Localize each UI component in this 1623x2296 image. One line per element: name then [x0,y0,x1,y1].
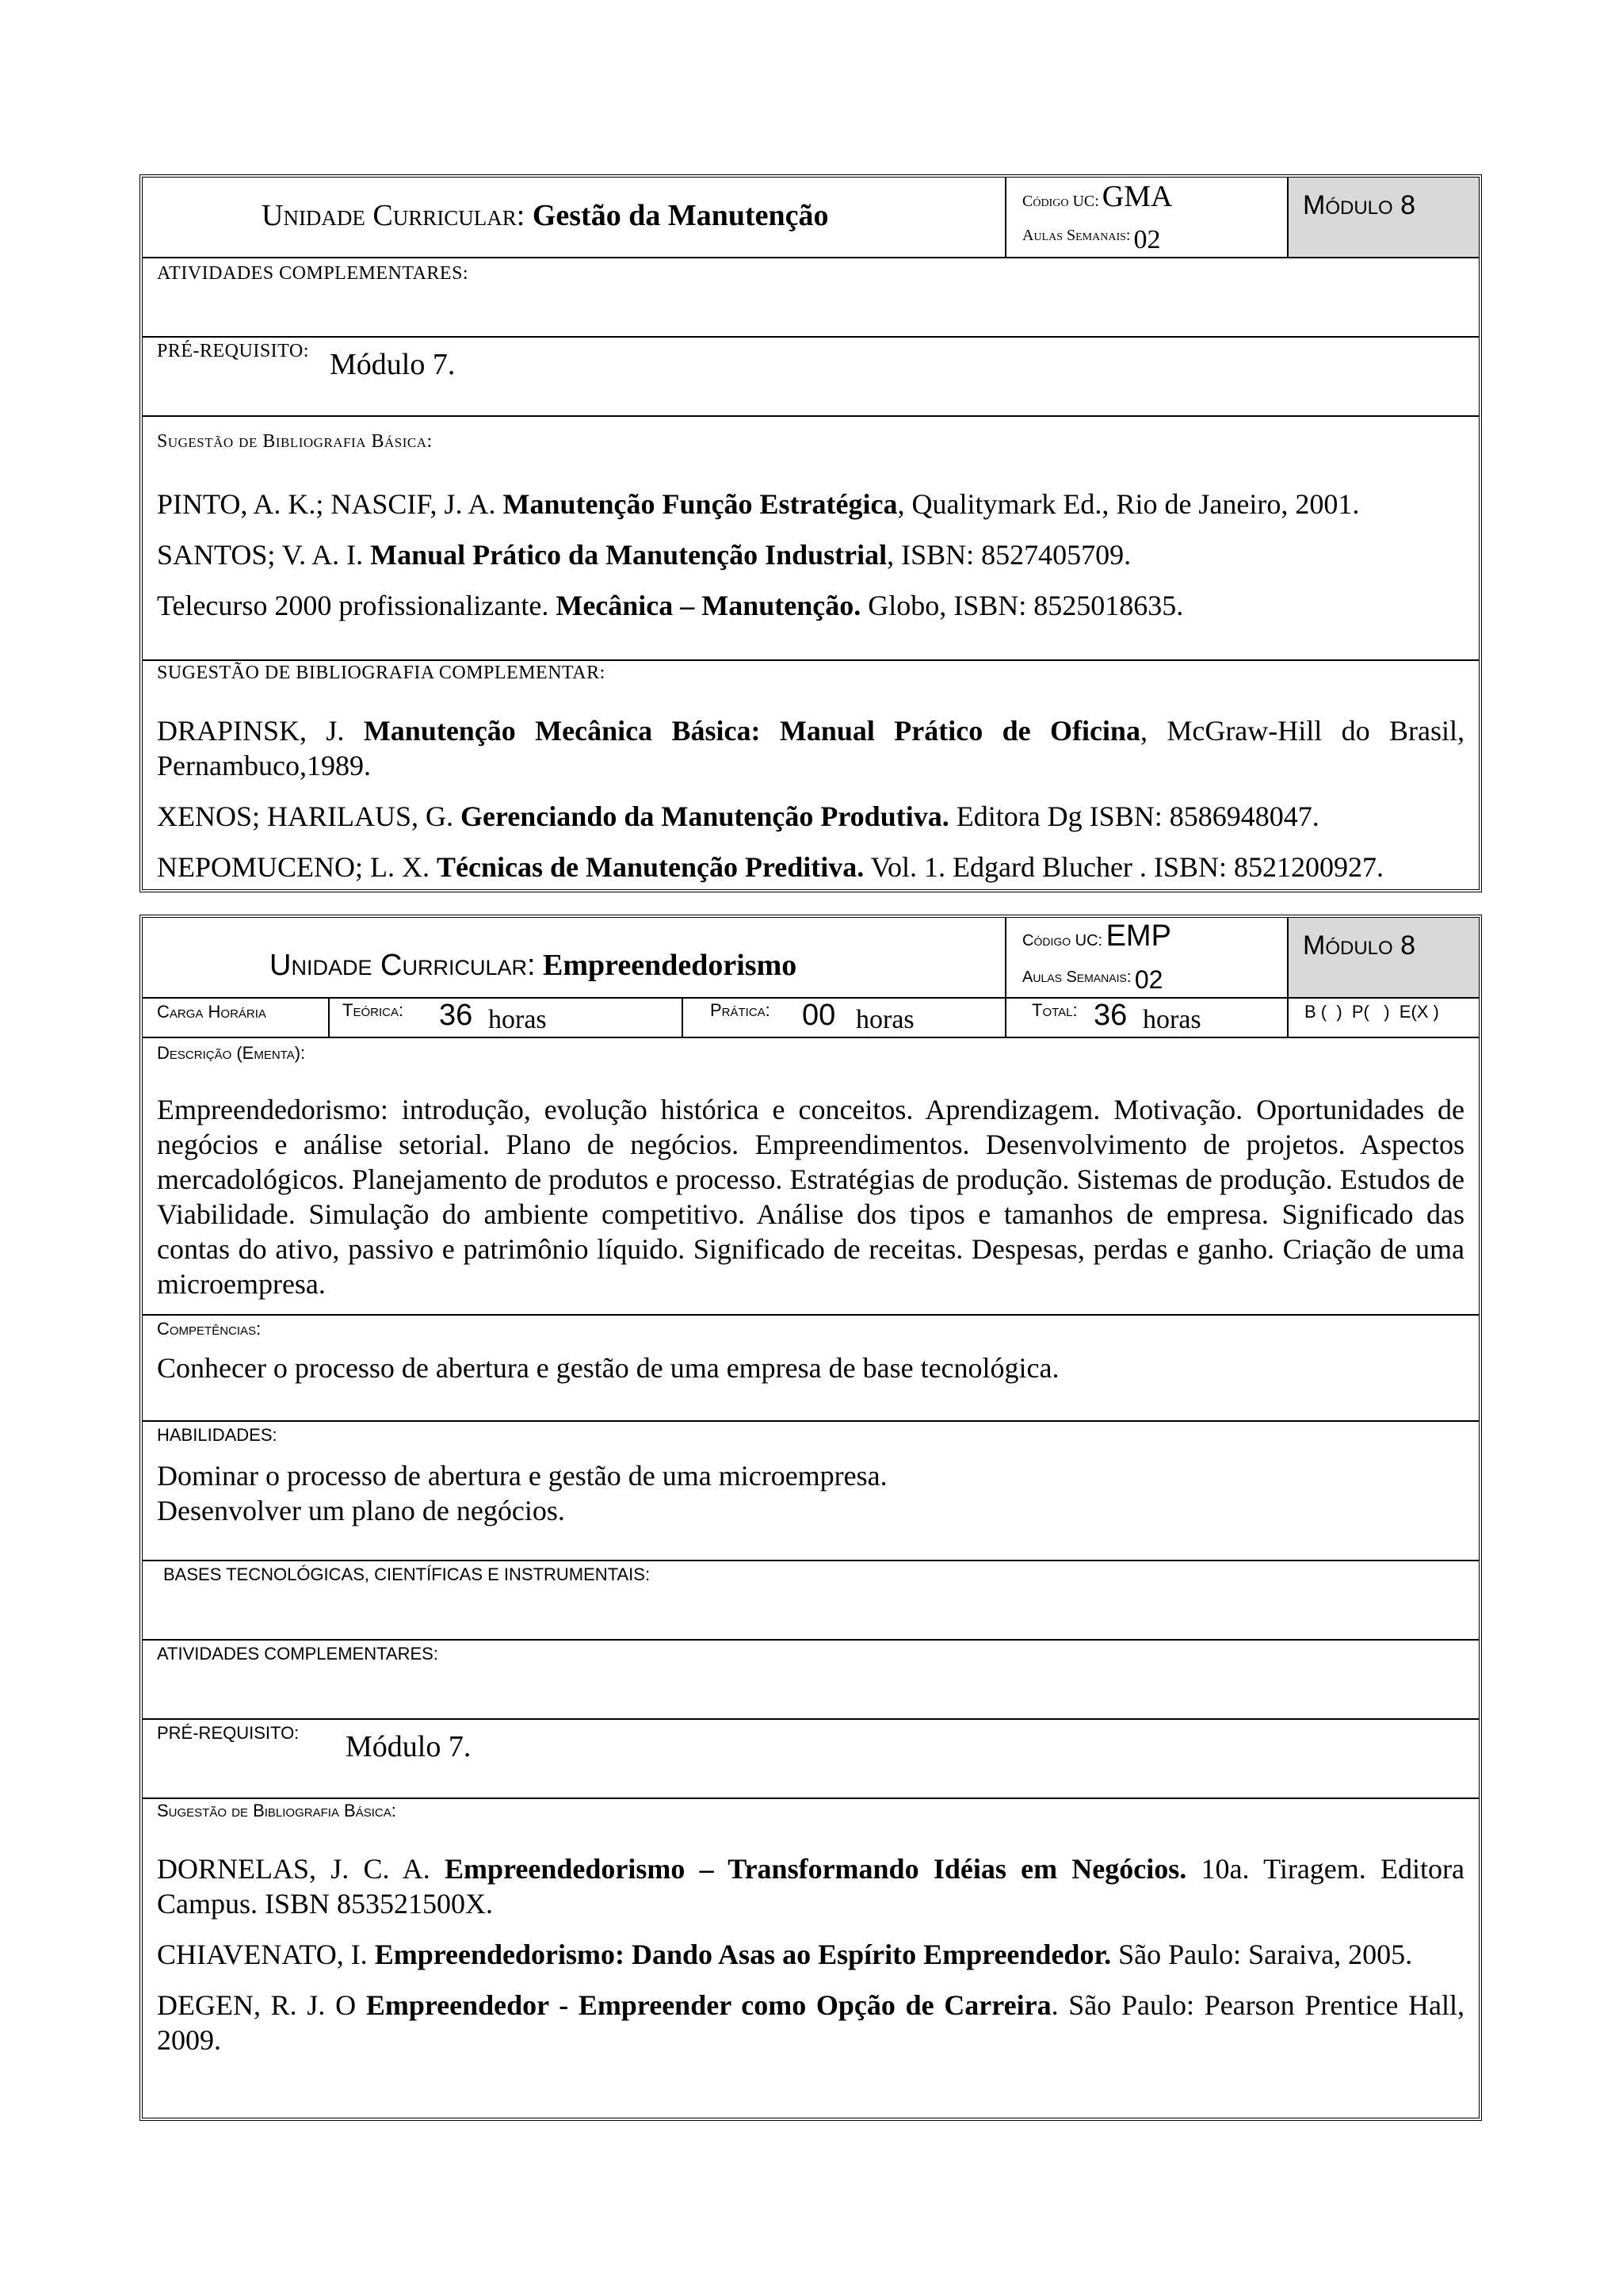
atividades-row [143,1639,1479,1718]
prereq-value: Módulo 7. [346,1730,472,1763]
codigo-cell [1005,918,1287,997]
bib-basica-label: Sugestão de Bibliografia Básica: [157,431,433,452]
modulo-label: Módulo 8 [1303,930,1416,961]
aulas-value: 02 [1133,225,1161,254]
bases-label: BASES TECNOLÓGICAS, CIENTÍFICAS E INSTRUMENTAIS: [163,1564,651,1584]
atividades-label: ATIVIDADES COMPLEMENTARES: [157,1644,438,1664]
bib-basica-list [157,1851,1465,2057]
pratica-cell [682,999,1005,1037]
codigo-cell [1005,178,1287,257]
competencias-row [143,1314,1479,1420]
teorica-value: 36 [439,999,473,1032]
codigo-value: GMA [1102,180,1173,213]
modulo-cell [1287,178,1479,257]
total-label: Total: [1032,1000,1078,1020]
bib-basica-list [157,487,1465,623]
modulo-cell [1287,918,1479,997]
bib-basica-label: Sugestão de Bibliografia Básica: [157,1801,396,1820]
codigo-label: Código UC: [1022,932,1103,949]
competencias-text: Conhecer o processo de abertura e gestão de uma empresa de base tecnológica. [157,1352,1060,1384]
habilidades-label: HABILIDADES: [157,1425,277,1445]
carga-label: Carga Horária [157,1002,266,1022]
descricao-row [143,1037,1479,1314]
uc-title [269,948,796,983]
uc-table-gestao-manutencao [139,174,1482,892]
descricao-label: Descrição (Ementa): [157,1043,306,1063]
carga-horaria-row [143,997,1479,1037]
competencias-label: Competências: [157,1319,262,1339]
bib-item: CHIAVENATO, I. Empreendedorismo: Dando Asas ao Espírito Empreendedor. São Paulo: Saraiva, 2005. [157,1939,1413,1970]
bib-item: XENOS; HARILAUS, G. Gerenciando da Manutenção Produtiva. Editora Dg ISBN: 8586948047. [157,800,1319,832]
pratica-unit: horas [856,1005,915,1034]
prereq-label: PRÉ-REQUISITO: [157,341,309,361]
bases-row [143,1560,1479,1639]
bib-basica-row [143,415,1479,659]
descricao-text: Empreendedorismo: introdução, evolução histórica e conceitos. Aprendizagem. Motivação. Oportunidades de negócios e análise setorial. Plano de negócios. Empreendimentos. Desenvolvimento de projetos. Aspectos mercadológicos. Planejamento de produtos e processo. Estratégias de produção. Sistemas de produção. Estudos de Viabilidade. Simulação do ambiente competitivo. Análise dos tipos e tamanhos de empresa. Significado das contas do ativo, passivo e patrimônio líquido. Significado de receitas. Despesas, perdas e ganho. Criação de uma microempresa. [157,1094,1465,1300]
uc-table-empreendedorismo [139,915,1482,2121]
atividades-label: ATIVIDADES COMPLEMENTARES: [157,263,469,284]
unidade-label: Unidade Curricular: [269,949,536,982]
bib-item: Telecurso 2000 profissionalizante. Mecânica – Manutenção. Globo, ISBN: 8525018635. [157,590,1184,621]
prereq-value: Módulo 7. [330,348,456,381]
bib-item: NEPOMUCENO; L. X. Técnicas de Manutenção Preditiva. Vol. 1. Edgard Blucher . ISBN: 8521200927. [157,851,1384,883]
habilidades-row [143,1420,1479,1560]
bib-item: DEGEN, R. J. O Empreendedor - Empreender como Opção de Carreira. São Paulo: Pearson Prentice Hall, 2009. [157,1989,1465,2056]
bpe-cell [1287,999,1479,1037]
unidade-title: Gestão da Manutenção [532,199,829,232]
codigo-value: EMP [1106,919,1171,953]
pratica-label: Prática: [710,1000,770,1020]
total-cell [1005,999,1287,1037]
bib-item: PINTO, A. K.; NASCIF, J. A. Manutenção Função Estratégica, Qualitymark Ed., Rio de Janeiro, 2001. [157,488,1360,520]
total-value: 36 [1094,999,1128,1032]
total-unit: horas [1143,1005,1201,1034]
aulas-value: 02 [1134,965,1163,994]
bib-item: DORNELAS, J. C. A. Empreendedorismo – Transformando Idéias em Negócios. 10a. Tiragem. Editora Campus. ISBN 853521500X. [157,1853,1465,1920]
prereq-row [143,1718,1479,1797]
teorica-unit: horas [488,1005,547,1034]
pratica-value: 00 [802,999,836,1032]
uc-header-row [143,918,1479,997]
teorica-cell [328,999,682,1037]
habilidade-item: Desenvolver um plano de negócios. [157,1495,565,1526]
habilidades-list [157,1458,1465,1528]
uc-title [262,198,829,233]
carga-label-cell [143,999,328,1037]
bib-basica-row [143,1797,1479,2118]
prereq-row [143,336,1479,415]
unidade-label: Unidade Curricular: [262,199,525,232]
bib-item: DRAPINSK, J. Manutenção Mecânica Básica: Manual Prático de Oficina, McGraw-Hill do Brasil, Pernambuco,1989. [157,715,1465,781]
bib-compl-row [143,659,1479,889]
uc-header-row [143,178,1479,257]
aulas-label: Aulas Semanais: [1022,227,1131,244]
codigo-label: Código UC: [1022,193,1099,210]
bpe-checkboxes: B ( ) P( ) E(X ) [1304,1002,1439,1022]
teorica-label: Teórica: [342,1000,404,1020]
prereq-label: PRÉ-REQUISITO: [157,1723,300,1743]
modulo-label: Módulo 8 [1303,190,1416,220]
bib-compl-list [157,713,1465,884]
atividades-row [143,257,1479,336]
bib-item: SANTOS; V. A. I. Manual Prático da Manutenção Industrial, ISBN: 8527405709. [157,539,1132,571]
aulas-label: Aulas Semanais: [1022,968,1132,986]
unidade-title: Empreendedorismo [543,949,797,982]
bib-compl-label: SUGESTÃO DE BIBLIOGRAFIA COMPLEMENTAR: [157,663,605,683]
habilidade-item: Dominar o processo de abertura e gestão de uma microempresa. [157,1460,888,1492]
